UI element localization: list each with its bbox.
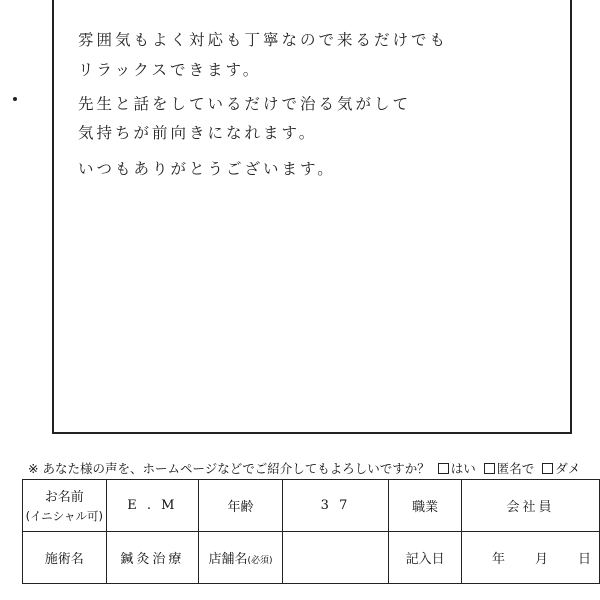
- consent-question-text: ※ あなた様の声を、ホームページなどでご紹介してもよろしいですか？: [28, 461, 430, 476]
- consent-option-anonymous[interactable]: 匿名で: [484, 461, 535, 476]
- store-required-note: (必須): [247, 556, 273, 566]
- comment-line: 先生と話をしているだけで治る気がして: [78, 95, 412, 113]
- store-label-cell: [199, 532, 283, 584]
- store-field[interactable]: [282, 532, 388, 584]
- age-label: 年齢: [199, 480, 283, 532]
- stray-dot: [13, 97, 17, 101]
- comment-line: リラックスできます。: [78, 61, 262, 79]
- name-label: お名前: [44, 489, 84, 505]
- job-field[interactable]: 会社員: [461, 480, 599, 532]
- day-label: 日: [577, 552, 591, 567]
- comment-line: いつもありがとうございます。: [78, 160, 336, 178]
- comment-box: [52, 0, 572, 434]
- checkbox-no[interactable]: [542, 463, 553, 474]
- month-label: 月: [534, 552, 548, 567]
- treatment-field[interactable]: 鍼灸治療: [106, 532, 199, 584]
- consent-option-yes[interactable]: はい: [438, 461, 476, 476]
- consent-option-no[interactable]: ダメ: [542, 461, 580, 476]
- checkbox-anonymous[interactable]: [484, 463, 495, 474]
- date-label: 記入日: [389, 532, 462, 584]
- customer-info-form: [22, 479, 600, 584]
- date-field[interactable]: [461, 532, 599, 584]
- form-row: [23, 532, 600, 584]
- year-label: 年: [491, 552, 505, 567]
- checkbox-yes[interactable]: [438, 463, 449, 474]
- name-sub-label: (イニシャル可): [25, 508, 103, 523]
- name-label-cell: [23, 480, 107, 532]
- comment-line: 雰囲気もよく対応も丁寧なので来るだけでも: [78, 31, 449, 49]
- job-label: 職業: [389, 480, 462, 532]
- name-field[interactable]: E . M: [106, 480, 199, 532]
- consent-question: [28, 459, 580, 477]
- form-row: [23, 480, 600, 532]
- store-label: 店舗名: [208, 552, 248, 567]
- comment-line: 気持ちが前向きになれます。: [78, 124, 318, 142]
- treatment-label: 施術名: [23, 532, 107, 584]
- age-field[interactable]: 3 7: [282, 480, 388, 532]
